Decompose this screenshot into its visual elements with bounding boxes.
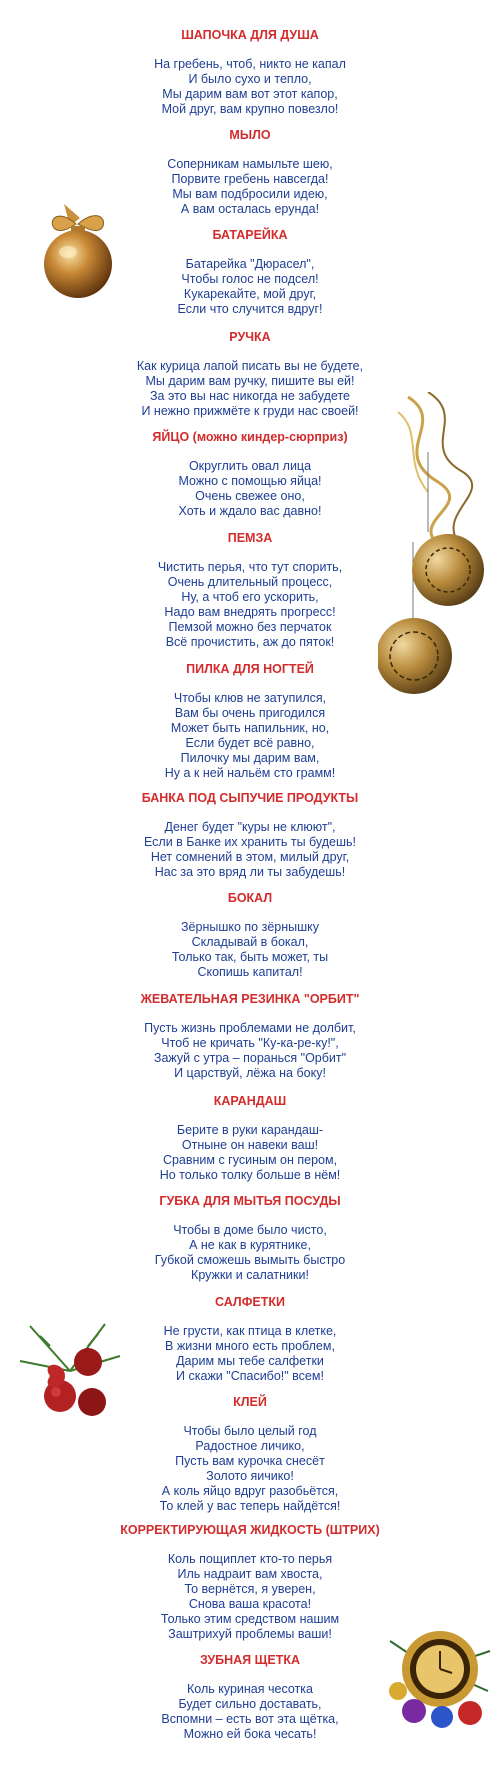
poem-line: Берите в руки карандаш- [176,1123,324,1137]
poem-line: Можно ей бока чесать! [183,1727,317,1741]
poem-line: Будет сильно доставать, [178,1697,322,1711]
poem-line: Соперникам намыльте шею, [167,157,333,171]
poem-line: Зажуй с утра – поранься "Орбит" [153,1051,347,1065]
poem-line: Скопишь капитал! [197,965,303,979]
poem-pen [0,328,500,419]
poem-line: Мой друг, вам крупно повезло! [161,102,339,116]
poem-line: То клей у вас теперь найдётся! [159,1499,341,1513]
poem-correction-fluid [0,1521,500,1642]
poem-title: ПЕМЗА [227,531,273,545]
poem-title: КАРАНДАШ [213,1094,287,1108]
poem-title: МЫЛО [229,128,271,142]
poem-line: Может быть напильник, но, [170,721,330,735]
poem-line: Чтобы голос не подсел! [181,272,319,286]
poem-line: Мы вам подбросили идею, [172,187,328,201]
poem-line: Коль пощиплет кто-то перья [167,1552,333,1566]
poem-line: Если в Банке их хранить ты будешь! [143,835,357,849]
poem-line: Золото яичико! [206,1469,294,1483]
poem-line: Округлить овал лица [188,459,312,473]
poem-title: БОКАЛ [227,891,273,905]
poem-line: То вернётся, я уверен, [184,1582,316,1596]
poem-line: Складывай в бокал, [191,935,309,949]
poem-line: Чтобы в доме было чисто, [173,1223,327,1237]
poem-line: Очень свежее оно, [195,489,305,503]
poem-title: ЖЕВАТЕЛЬНАЯ РЕЗИНКА "ОРБИТ" [140,992,360,1006]
poem-line: И царствуй, лёжа на боку! [174,1066,326,1080]
poem-line: Снова ваша красота! [188,1597,312,1611]
poem-soap [0,126,500,217]
poem-line: Если будет всё равно, [185,736,315,750]
poem-egg [0,428,500,519]
poem-dish-sponge [0,1192,500,1283]
poem-title: РУЧКА [229,330,271,344]
poem-line: Иль надраит вам хвоста, [177,1567,323,1581]
poem-title: КЛЕЙ [233,1395,267,1409]
poem-pumice [0,529,500,650]
poem-nail-file [0,660,500,781]
poem-line: Зёрнышко по зёрнышку [180,920,319,934]
poem-line: И нежно прижмёте к груди нас своей! [141,404,359,418]
poem-line: Если что случится вдруг! [177,302,323,316]
poem-line: Денег будет "куры не клюют", [164,820,336,834]
poem-napkins [0,1293,500,1384]
poem-storage-jar [0,789,500,880]
poem-title: ГУБКА ДЛЯ МЫТЬЯ ПОСУДЫ [159,1194,341,1208]
poem-line: Губкой сможешь вымыть быстро [154,1253,346,1267]
poem-line: В жизни много есть проблем, [165,1339,335,1353]
poem-line: Мы дарим вам вот этот капор, [162,87,338,101]
poem-line: Чтоб не кричать "Ку-ка-ре-ку!", [161,1036,339,1050]
poem-line: Не грусти, как птица в клетке, [163,1324,337,1338]
poem-glue [0,1393,500,1514]
poem-line: Ну а к ней нальём сто грамм! [164,766,336,780]
poem-line: Но только толку больше в нём! [159,1168,341,1182]
poem-title: ПИЛКА ДЛЯ НОГТЕЙ [186,662,314,676]
poem-pencil [0,1092,500,1183]
poem-line: Отныне он навеки ваш! [181,1138,319,1152]
poem-line: Хоть и ждало вас давно! [178,504,322,518]
poem-line: Заштрихуй проблемы ваши! [168,1627,332,1641]
poem-line: Чтобы клюв не затупился, [173,691,327,705]
poem-line: Надо вам внедрять прогресс! [164,605,336,619]
poem-line: Кружки и салатники! [191,1268,309,1282]
poem-line: За это вы нас никогда не забудете [149,389,351,403]
poem-title: ШАПОЧКА ДЛЯ ДУША [181,28,319,42]
poem-line: Чтобы было целый год [183,1424,317,1438]
poem-line: И было сухо и тепло, [188,72,312,86]
poem-toothbrush [0,1651,500,1742]
poem-battery [0,226,500,317]
poem-line: А коль яйцо вдруг разобьётся, [161,1484,339,1498]
poem-shower-cap [0,26,500,117]
poem-line: Можно с помощью яйца! [178,474,322,488]
poem-line: Только так, быть может, ты [171,950,329,964]
poem-title: САЛФЕТКИ [215,1295,285,1309]
poem-title: ЗУБНАЯ ЩЕТКА [200,1653,300,1667]
poem-line: Нас за это вряд ли ты забудешь! [154,865,346,879]
poem-title: БАТАРЕЙКА [212,228,288,242]
poem-chewing-gum [0,990,500,1081]
poem-line: Порвите гребень навсегда! [171,172,329,186]
poem-line: А не как в курятнике, [189,1238,311,1252]
poem-line: Ну, а чтоб его ускорить, [181,590,319,604]
poem-line: Коль куриная чесотка [187,1682,313,1696]
poem-glass [0,889,500,980]
poem-title: БАНКА ПОД СЫПУЧИЕ ПРОДУКТЫ [141,791,359,805]
poem-line: Вам бы очень пригодился [174,706,326,720]
poem-line: Пилочку мы дарим вам, [180,751,320,765]
poem-line: И скажи "Спасибо!" всем! [176,1369,324,1383]
poem-line: Как курица лапой писать вы не будете, [136,359,364,373]
poem-line: Сравним с гусиным он пером, [162,1153,338,1167]
poem-line: Радостное личико, [195,1439,305,1453]
poem-title: ЯЙЦО (можно киндер-сюрприз) [152,430,348,444]
poem-line: Пусть вам курочка снесёт [175,1454,325,1468]
poem-line: Дарим мы тебе салфетки [176,1354,324,1368]
poem-line: Пусть жизнь проблемами не долбит, [144,1021,356,1035]
poem-line: Батарейка "Дюрасел", [185,257,315,271]
poem-line: На гребень, чтоб, никто не капал [154,57,346,71]
poem-line: Всё прочистить, аж до пяток! [165,635,335,649]
poem-line: Мы дарим вам ручку, пишите вы ей! [145,374,355,388]
poem-line: А вам осталась ерунда! [180,202,320,216]
poem-line: Вспомни – есть вот эта щётка, [161,1712,339,1726]
poem-line: Кукарекайте, мой друг, [183,287,317,301]
poem-title: КОРРЕКТИРУЮЩАЯ ЖИДКОСТЬ (ШТРИХ) [120,1523,380,1537]
poem-line: Нет сомнений в этом, милый друг, [150,850,350,864]
poem-line: Пемзой можно без перчаток [168,620,332,634]
poem-line: Очень длительный процесс, [167,575,333,589]
poem-line: Чистить перья, что тут спорить, [157,560,343,574]
poem-line: Только этим средством нашим [160,1612,340,1626]
